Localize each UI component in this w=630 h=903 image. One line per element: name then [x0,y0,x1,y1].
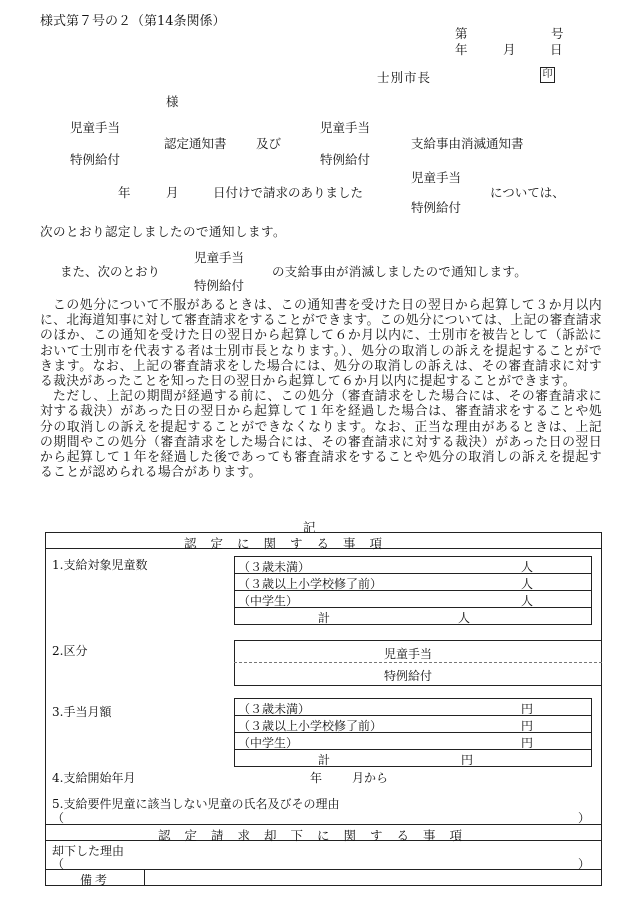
date-month-label: 月 [503,42,516,57]
date-year-label: 年 [455,42,468,57]
item4-year: 年 [310,771,323,785]
item3-label: 3.手当月額 [52,705,112,719]
title-jidou-teate-2: 児童手当 [320,120,371,135]
item3-row-elementary: （３歳以上小学校修了前） [238,719,383,733]
item1-unit-2: 人 [521,577,534,591]
title-tokurei-kyufu-1: 特例給付 [70,152,121,167]
addressee-sama: 様 [166,94,179,109]
item1-row-under3: （３歳未満） [238,560,311,574]
intro-tokurei-kyufu-2: 特例給付 [194,278,245,293]
table-header-kyakka: 認定請求却下に関する事項 [158,828,477,843]
item1-row-junior-high: （中学生） [238,594,299,608]
kubun-tokurei-kyufu: 特例給付 [384,669,433,683]
intro-tokurei-kyufu: 特例給付 [411,200,462,215]
title-oyobi: 及び [256,136,282,151]
item1-unit-3: 人 [521,594,534,608]
item3-total-unit: 円 [461,753,474,767]
title-jidou-teate-1: 児童手当 [70,120,121,135]
kyakka-paren-close: ） [578,857,591,871]
table-header-nintei: 認定に関する事項 [184,536,397,551]
item1-total-unit: 人 [458,611,471,625]
ki-label: 記 [303,520,316,535]
number-go: 号 [551,26,564,41]
kyakka-label: 却下した理由 [52,844,125,858]
date-day-label: 日 [550,42,563,57]
biko-label: 備考 [80,873,111,887]
form-number: 様式第７号の２（第14条関係） [40,14,226,29]
item1-label: 1.支給対象児童数 [52,558,148,572]
intro-niitsuite: については、 [490,185,565,200]
item3-unit-2: 円 [521,719,534,733]
item3-row-under3: （３歳未満） [238,702,311,716]
item3-unit-1: 円 [521,702,534,716]
seal-mark: 印 [540,67,555,83]
kubun-jidou-teate: 児童手当 [384,647,433,661]
appeal-paragraph-1: この処分について不服があるときは、この通知書を受けた日の翌日から起算して３か月以内に、北海道知事に対して審査請求をすることができます。この処分については、上記の審査請求のほか、この通知を受けた日の翌日から起算して６か月以内に、士別市を被告として（訴訟において士別市を代表する者は士別市長となります。）、処分の取消しの訴えを提起することができます。なお、上記の審査請求をした場合には、処分の取消しの訴えは、その審査請求に対する裁決があったことを知った日の翌日から起算して６か月以内に提起することができます。 [40,298,602,390]
title-nintei-tsuchisho: 認定通知書 [164,136,227,151]
title-shoumetsu-tsuchisho: 支給事由消滅通知書 [411,136,524,151]
item3-unit-3: 円 [521,736,534,750]
issuer-name: 士別市長 [377,70,432,85]
item5-label: 5.支給要件児童に該当しない児童の氏名及びその理由 [52,797,340,811]
item5-paren-close: ） [578,811,591,825]
intro-line2: 次のとおり認定しましたので通知します。 [40,224,287,239]
item3-total-label: 計 [318,753,331,767]
appeal-paragraph-2: ただし、上記の期間が経過する前に、この処分（審査請求をした場合には、その審査請求に対する裁決）があった日の翌日から起算して１年を経過した場合は、審査請求をすることや処分の取消しの訴えを提起することができなくなります。なお、正当な理由があるときは、上記の期間やこの処分（審査請求をした場合には、その審査請求に対する裁決）があった日の翌日から起算して１年を経過した後であっても審査請求をすることや処分の取消しの訴えを提起することが認められる場合があります。 [40,389,602,481]
item4-label: 4.支給開始年月 [52,771,136,785]
intro-date-text: 日付けで請求のありました [213,185,364,200]
item1-unit-1: 人 [521,560,534,574]
intro-shoumetsu-text: の支給事由が消滅しましたので通知します。 [272,264,528,279]
intro-year: 年 [118,185,131,200]
item5-paren-open: （ [52,811,65,825]
item2-label: 2.区分 [52,644,88,658]
intro-mata: また、次のとおり [60,264,161,279]
appeal-notice [40,298,602,480]
item4-month: 月から [352,771,389,785]
kyakka-paren-open: （ [52,857,65,871]
intro-month: 月 [166,185,179,200]
intro-jidou-teate-2: 児童手当 [194,250,245,265]
intro-jidou-teate: 児童手当 [411,170,462,185]
number-dai: 第 [455,26,468,41]
item1-total-label: 計 [318,611,331,625]
item3-row-junior-high: （中学生） [238,736,299,750]
item1-row-elementary: （３歳以上小学校修了前） [238,577,383,591]
title-tokurei-kyufu-2: 特例給付 [320,152,371,167]
